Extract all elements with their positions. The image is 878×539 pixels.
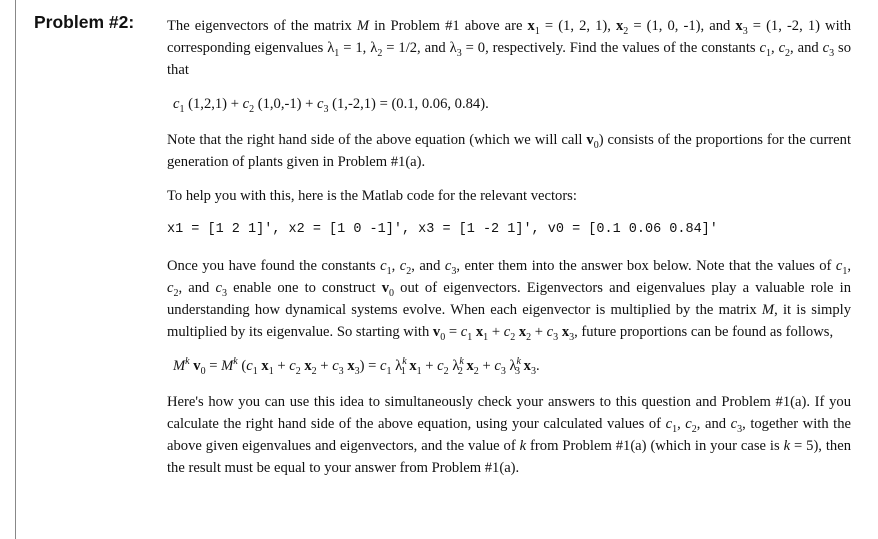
paragraph: [167, 391, 851, 479]
text: ,: [677, 416, 686, 432]
subscript: 2: [311, 365, 317, 377]
vector-symbol: $x_2$: [518, 324, 532, 343]
subscript: 1: [386, 365, 392, 377]
variable-symbol: $c_2$: [399, 258, 412, 277]
text: = 0, respectively. Find the values of the constants: [461, 40, 760, 56]
subscript: 3: [742, 25, 748, 37]
subscript: 3: [323, 103, 329, 115]
subscript: 1: [765, 47, 771, 59]
variable-symbol: $c_3$: [494, 358, 506, 377]
subscript: 3: [553, 331, 559, 343]
text: +: [531, 324, 547, 340]
subscript: 0: [200, 365, 206, 377]
vector-symbol: $x_1$: [409, 358, 422, 377]
text: ,: [770, 40, 779, 56]
text: , it is simply multiplied by its eigenvalue. So starting with: [167, 302, 851, 340]
subscript: 1: [386, 265, 392, 277]
text: , and: [411, 258, 445, 274]
subscript: 1: [252, 365, 258, 377]
text: =: [445, 324, 461, 340]
text: (1,2,1) +: [184, 96, 243, 112]
subscript: 3: [530, 365, 536, 377]
vector-symbol: $v_0$: [193, 358, 206, 377]
subscript: 1: [483, 331, 489, 343]
subscript: 1: [842, 265, 848, 277]
subscript: 3: [737, 423, 743, 435]
text: from Problem #1(a) (which in your case is: [526, 438, 784, 454]
subscript: 1: [334, 47, 340, 59]
text: so that: [167, 40, 852, 78]
text: ,: [391, 258, 400, 274]
subscript: 3: [456, 47, 462, 59]
superscript: k: [459, 356, 464, 368]
superscript: k: [516, 356, 521, 368]
variable-symbol: $c_3$: [822, 40, 835, 59]
greek-symbol: $\lambda_3$: [449, 40, 462, 59]
paragraph: [167, 129, 851, 173]
subscript: 2: [526, 331, 532, 343]
text: , and: [790, 40, 823, 56]
text: , future proportions can be found as follows,: [574, 324, 834, 340]
subscript: 1: [534, 25, 540, 37]
subscript: 3: [354, 365, 360, 377]
vector-symbol: $x_1$: [475, 324, 489, 343]
subscript: 1: [179, 103, 185, 115]
text: ) consists of the proportions for the current generation of plants given in Problem #1(a).: [167, 132, 851, 170]
text: +: [488, 324, 504, 340]
subscript: 3: [221, 287, 227, 299]
variable-symbol: $c_1$: [246, 358, 258, 377]
problem-body: [167, 15, 851, 491]
variable-symbol: $c_2$: [778, 40, 791, 59]
variable-symbol: $M^k$: [221, 356, 238, 374]
variable-symbol: $c_1$: [835, 258, 848, 277]
text: x1 = [1 2 1]', x2 = [1 0 -1]', x3 = [1 -2 1]', v0 = [0.1 0.06 0.84]': [167, 222, 718, 237]
text: = (1, 0, -1), and: [628, 18, 736, 34]
variable-symbol: $c_2$: [503, 324, 516, 343]
equation: [173, 93, 851, 115]
text: Once you have found the constants: [167, 258, 381, 274]
subscript: 1: [400, 365, 406, 377]
variable-symbol: $M^k$: [173, 356, 190, 374]
text: ,: [847, 258, 852, 274]
subscript: 3: [515, 365, 520, 377]
subscript: 0: [593, 139, 599, 151]
text: ) =: [359, 358, 381, 374]
text: = 1/2, and: [382, 40, 450, 56]
variable-symbol: $c_3$: [730, 416, 743, 435]
text: , and: [696, 416, 731, 432]
variable-symbol: $c_3$: [332, 358, 344, 377]
vector-symbol: $v_0$: [381, 280, 394, 299]
vector-symbol: $v_0$: [586, 132, 599, 151]
text: (1,0,-1) +: [254, 96, 318, 112]
vector-symbol: $x_3$: [523, 358, 536, 377]
text: out of eigenvectors. Eigenvectors and eigenvalues play a valuable role in understanding how dynamical systems evolve. When each eigenvector is multiplied by the matrix: [167, 280, 851, 318]
variable-symbol: $c_1$: [759, 40, 771, 59]
variable-symbol: $c_2$: [289, 358, 301, 377]
variable-symbol: $c_1$: [173, 96, 185, 115]
greek-symbol: $\lambda_1$: [327, 40, 340, 59]
subscript: 0: [440, 331, 446, 343]
vector-symbol: $x_1$: [261, 358, 274, 377]
text: +: [316, 358, 333, 374]
subscript: 2: [691, 423, 697, 435]
vector-symbol: $v_0$: [432, 324, 446, 343]
text: .: [535, 358, 540, 374]
text: Here's how you can use this idea to simultaneously check your answers to this question and Problem #1(a). If you calculate the right hand side of the above equation, using your calculated values of: [167, 394, 851, 432]
subscript: 3: [500, 365, 506, 377]
vector-symbol: $x_3$: [561, 324, 575, 343]
variable-symbol: $c_3$: [215, 280, 227, 299]
left-border: [15, 0, 16, 539]
vector-symbol: $x_2$: [466, 358, 479, 377]
superscript: k: [233, 356, 238, 368]
variable-symbol: $c_3$: [317, 96, 329, 115]
subscript: 3: [829, 47, 835, 59]
variable-symbol: k: [519, 438, 527, 454]
variable-symbol: k: [783, 438, 791, 454]
text: , and: [178, 280, 216, 296]
text: , enter them into the answer box below. Note that the values of: [456, 258, 836, 274]
equation: [173, 355, 851, 377]
subscript: 2: [377, 47, 383, 59]
greek-symbol: $\lambda^k_1$: [395, 356, 407, 377]
subscript: 2: [295, 365, 301, 377]
superscript: k: [402, 356, 407, 368]
variable-symbol: M: [761, 302, 775, 318]
vector-symbol: $x_3$: [735, 18, 748, 37]
subscript: 1: [416, 365, 422, 377]
subscript: 2: [443, 365, 449, 377]
text: =: [205, 358, 222, 374]
superscript: k: [185, 356, 190, 368]
text: (: [237, 358, 247, 374]
text: = (1, 2, 1),: [539, 18, 616, 34]
subscript: 2: [473, 365, 479, 377]
text: , together with the above given eigenvalues and eigenvectors, and the value of: [167, 416, 852, 454]
variable-symbol: $c_1$: [460, 324, 473, 343]
vector-symbol: $x_2$: [304, 358, 317, 377]
greek-symbol: $\lambda^k_3$: [509, 356, 521, 377]
subscript: 1: [268, 365, 274, 377]
text: = 5), then the result must be equal to your answer from Problem #1(a).: [167, 438, 852, 476]
text: +: [421, 358, 438, 374]
subscript: 2: [249, 103, 255, 115]
variable-symbol: $c_3$: [546, 324, 559, 343]
variable-symbol: $c_3$: [444, 258, 457, 277]
text: Note that the right hand side of the above equation (which we will call: [167, 132, 587, 148]
text: The eigenvectors of the matrix: [167, 18, 357, 34]
paragraph: [167, 185, 851, 207]
vector-symbol: $x_2$: [615, 18, 629, 37]
variable-symbol: $c_2$: [685, 416, 697, 435]
subscript: 2: [785, 47, 791, 59]
text: enable one to construct: [226, 280, 382, 296]
variable-symbol: $c_2$: [167, 280, 179, 299]
variable-symbol: $c_2$: [437, 358, 449, 377]
paragraph: [167, 255, 851, 343]
paragraph: [167, 15, 851, 81]
variable-symbol: $c_1$: [380, 358, 392, 377]
subscript: 1: [467, 331, 473, 343]
variable-symbol: M: [356, 18, 370, 34]
subscript: 3: [451, 265, 457, 277]
variable-symbol: $c_1$: [380, 258, 392, 277]
text: = (1, -2, 1) with corresponding eigenvalues: [167, 18, 851, 56]
vector-symbol: $x_1$: [527, 18, 540, 37]
greek-symbol: $\lambda_2$: [370, 40, 383, 59]
subscript: 2: [623, 25, 629, 37]
variable-symbol: $c_1$: [665, 416, 678, 435]
variable-symbol: $c_2$: [242, 96, 255, 115]
text: +: [478, 358, 495, 374]
text: +: [273, 358, 290, 374]
subscript: 3: [338, 365, 344, 377]
text: (1,-2,1) = (0.1, 0.06, 0.84).: [328, 96, 489, 112]
subscript: 2: [173, 287, 179, 299]
vector-symbol: $x_3$: [347, 358, 360, 377]
subscript: 0: [389, 287, 394, 299]
subscript: 2: [510, 331, 516, 343]
greek-symbol: $\lambda^k_2$: [452, 356, 464, 377]
subscript: 1: [672, 423, 678, 435]
subscript: 2: [457, 365, 463, 377]
matlab-code: [167, 219, 851, 241]
subscript: 2: [406, 265, 412, 277]
text: = 1,: [339, 40, 371, 56]
text: in Problem #1 above are: [369, 18, 528, 34]
problem-label: Problem #2:: [34, 12, 135, 32]
subscript: 3: [569, 331, 575, 343]
text: To help you with this, here is the Matlab code for the relevant vectors:: [167, 188, 577, 204]
